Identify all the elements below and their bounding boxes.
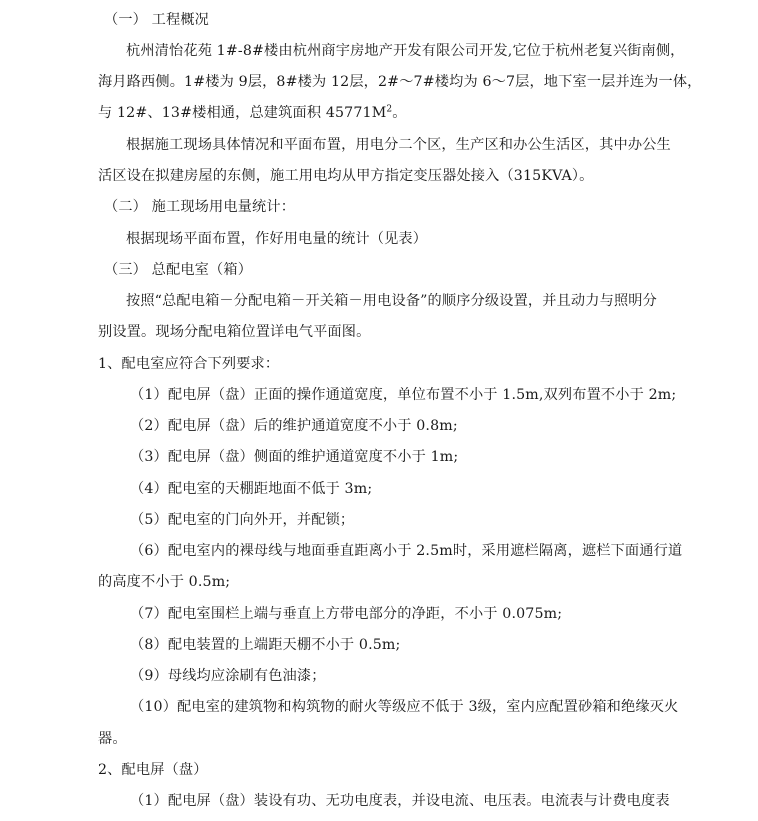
section-heading-project-overview: （一） 工程概况 bbox=[104, 12, 210, 28]
paragraph-line: 活区设在拟建房屋的东侧，施工用电均从甲方指定变压器处接入（315KVA）。 bbox=[98, 168, 594, 184]
subheading-requirements: 1、配电室应符合下列要求： bbox=[98, 356, 280, 372]
paragraph-line: 根据现场平面布置，作好用电量的统计（见表） bbox=[126, 231, 428, 247]
list-item: （1）配电屏（盘）装设有功、无功电度表，并设电流、电压表。电流表与计费电度表 bbox=[130, 793, 670, 809]
text-fragment: 。 bbox=[392, 105, 407, 121]
list-item: （6）配电室内的裸母线与地面垂直距离小于 2.5m时，采用遮栏隔离，遮栏下面通行道 bbox=[130, 543, 683, 559]
paragraph-line: 根据施工现场具体情况和平面布置，用电分二个区，生产区和办公生活区，其中办公生 bbox=[126, 137, 671, 153]
list-item: （4）配电室的天棚距地面不低于 3m; bbox=[130, 481, 373, 497]
paragraph-line: 别设置。现场分配电箱位置详电气平面图。 bbox=[98, 324, 371, 340]
list-item: （2）配电屏（盘）后的维护通道宽度不小于 0.8m; bbox=[130, 418, 458, 434]
list-item: （10）配电室的建筑物和构筑物的耐火等级应不低于 3级，室内应配置砂箱和绝缘灭火 bbox=[130, 699, 679, 715]
list-item-continuation: 器。 bbox=[98, 731, 127, 747]
list-item-continuation: 的高度不小于 0.5m; bbox=[98, 574, 231, 590]
superscript: 2 bbox=[386, 104, 393, 115]
section-heading-power-statistics: （二） 施工现场用电量统计： bbox=[104, 199, 296, 215]
list-item: （7）配电室围栏上端与垂直上方带电部分的净距，不小于 0.075m; bbox=[130, 606, 563, 622]
list-item: （8）配电装置的上端距天棚不小于 0.5m; bbox=[130, 637, 401, 653]
text-fragment: 与 12#、13#楼相通，总建筑面积 45771M bbox=[98, 105, 387, 121]
paragraph-line: 杭州清怡花苑 1#-8#楼由杭州商宇房地产开发有限公司开发,它位于杭州老复兴街南侧， bbox=[126, 43, 685, 59]
paragraph-line bbox=[98, 103, 407, 123]
list-item: （9）母线均应涂刷有色油漆； bbox=[130, 668, 326, 684]
section-heading-main-distribution-room: （三） 总配电室（箱） bbox=[104, 262, 253, 278]
list-item: （5）配电室的门向外开，并配锁； bbox=[130, 512, 355, 528]
list-item: （3）配电屏（盘）侧面的维护通道宽度不小于 1m; bbox=[130, 449, 459, 465]
list-item: （1）配电屏（盘）正面的操作通道宽度，单位布置不小于 1.5m,双列布置不小于 2m; bbox=[130, 387, 677, 403]
subheading-distribution-panel: 2、配电屏（盘） bbox=[98, 762, 208, 778]
paragraph-line: 海月路西侧。1#楼为 9层，8#楼为 12层，2#～7#楼均为 6～7层，地下室一层并连为一体， bbox=[98, 74, 702, 90]
paragraph-line: 按照“总配电箱－分配电箱－开关箱－用电设备”的顺序分级设置，并且动力与照明分 bbox=[126, 293, 657, 309]
